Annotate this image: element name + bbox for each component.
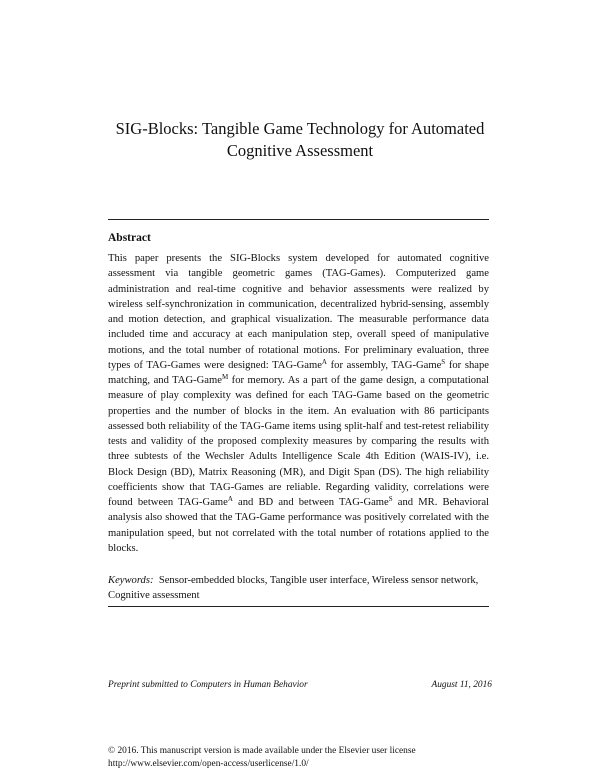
abstract-text-6: and MR. Behavioral analysis also showed that the TAG-Game performance was positively correlated with the manipulation speed, but not correlated with the total number of rotations applied to the blocks. [108,497,489,554]
superscript-a: A [321,357,327,366]
title-line-2: Cognitive Assessment [226,141,374,160]
paper-title [100,118,500,162]
abstract-body [108,251,489,556]
abstract-text-3: for shape matching, and TAG-Game [108,359,489,386]
abstract-text-5: and BD and between TAG-Game [232,497,389,508]
title-line-1: SIG-Blocks: Tangible Game Technology for Automated [115,119,485,138]
preprint-note: Preprint submitted to Computers in Human Behavior [108,680,308,690]
superscript-m: M [221,373,229,381]
top-rule [108,219,489,220]
superscript-s: S [441,357,446,366]
abstract-heading: Abstract [108,232,151,244]
license-line-1: © 2016. This manuscript version is made available under the Elsevier user license [108,746,416,756]
abstract-text-1: This paper presents the SIG-Blocks system developed for automated cognitive assessment via tangible geometric games (TAG-Games). Computerized game administration and real-time cognitive and behavior assessments were realized by wireless self-synchronization in communication, decentralized hybrid-sensing, assembly and motion detection, and graphical visualization. The measurable performance data included time and accuracy at each manipulation step, overall speed of manipulative motions, and the total number of rotational motions. For preliminary evaluation, three types of TAG-Games were designed: TAG-Game [108,253,489,371]
submission-date: August 11, 2016 [431,680,492,690]
bottom-rule [108,606,489,607]
abstract-text-2: for assembly, TAG-Game [326,359,442,371]
abstract-text-4: for memory. As a part of the game design, a computational measure of play complexity was defined for each TAG-Game based on the geometric properties and the number of blocks in the item. An evaluation with 86 participants assessed both reliability of the TAG-Game items using split-half and test-retest reliability tests and validity of the proposed complexity measures by comparing the results with three subtests of the Wechsler Adults Intelligence Scale 4th Edition (WAIS-IV), i.e. Block Design (BD), Matrix Reasoning (MR), and Digit Span (DS). The high reliability coefficients show that TAG-Games are reliable. Regarding validity, correlations were found between TAG-Game [108,375,490,508]
keywords-text: Sensor-embedded blocks, Tangible user interface, Wireless sensor network, Cognitive assessment [108,575,479,602]
license-url: http://www.elsevier.com/open-access/userlicense/1.0/ [108,759,309,769]
keywords-label: Keywords: [108,575,154,586]
superscript-a: A [227,495,233,503]
superscript-s: S [388,495,393,503]
keywords [108,573,489,604]
license-notice [108,745,416,771]
